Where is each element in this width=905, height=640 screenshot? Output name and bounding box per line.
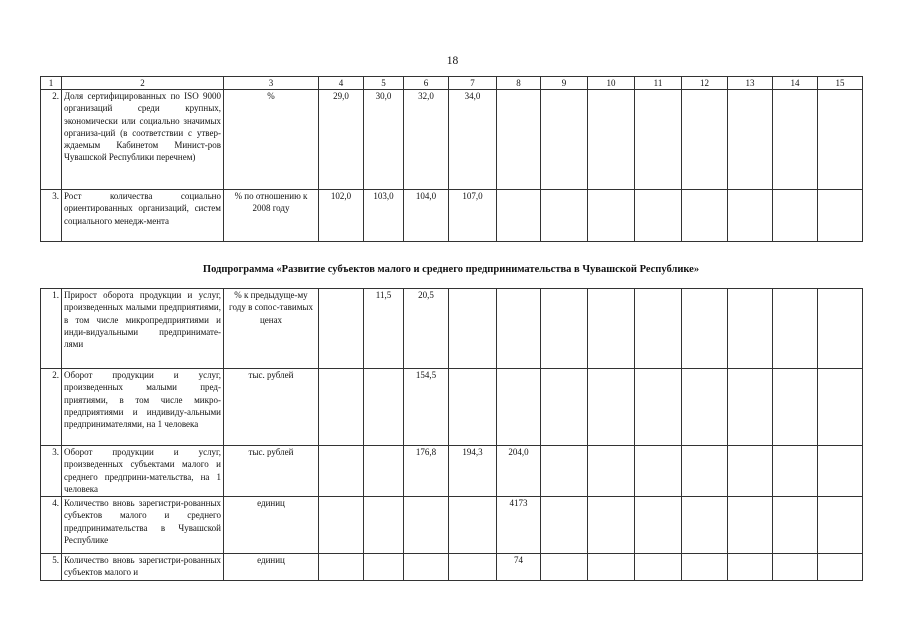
value-cell — [728, 369, 773, 446]
value-cell: 30,0 — [364, 90, 404, 190]
value-cell — [635, 90, 682, 190]
indicator-row — [41, 369, 863, 446]
value-cell — [541, 497, 588, 554]
value-cell: 74 — [497, 554, 541, 581]
value-cell — [728, 90, 773, 190]
value-cell — [773, 190, 818, 242]
subprogram-title: Подпрограмма «Развитие субъектов малого и среднего предпринимательства в Чувашской Республике» — [202, 264, 700, 275]
value-cell — [588, 289, 635, 369]
column-number-header: 6 — [404, 77, 449, 90]
column-number-header: 1 — [41, 77, 62, 90]
indicator-name: Прирост оборота продукции и услуг, произведенных малыми предприятиями, в том числе микропредприятиями и инди-видуальными предпринимате-лями — [62, 289, 224, 369]
value-cell — [728, 554, 773, 581]
value-cell — [497, 90, 541, 190]
indicator-name: Оборот продукции и услуг, произведенных субъектами малого и среднего предприни-мательства, на 1 человека — [62, 446, 224, 497]
value-cell — [449, 289, 497, 369]
value-cell — [818, 554, 863, 581]
value-cell — [588, 554, 635, 581]
indicator-name: Рост количества социально ориентированных организаций, систем социального менедж-мента — [62, 190, 224, 242]
indicator-row — [41, 554, 863, 581]
value-cell — [773, 289, 818, 369]
value-cell — [635, 554, 682, 581]
value-cell — [449, 554, 497, 581]
value-cell — [818, 190, 863, 242]
value-cell — [497, 190, 541, 242]
value-cell: 176,8 — [404, 446, 449, 497]
unit-of-measure: единиц — [224, 497, 319, 554]
value-cell — [364, 369, 404, 446]
column-number-header: 10 — [588, 77, 635, 90]
value-cell — [818, 369, 863, 446]
unit-of-measure: тыс. рублей — [224, 369, 319, 446]
value-cell — [588, 369, 635, 446]
column-number-header: 9 — [541, 77, 588, 90]
value-cell — [497, 369, 541, 446]
indicators-table-top — [40, 76, 863, 242]
unit-of-measure: тыс. рублей — [224, 446, 319, 497]
value-cell: 29,0 — [319, 90, 364, 190]
column-number-header: 7 — [449, 77, 497, 90]
column-number-header: 15 — [818, 77, 863, 90]
value-cell — [682, 289, 728, 369]
value-cell — [364, 497, 404, 554]
column-number-header: 2 — [62, 77, 224, 90]
value-cell — [773, 90, 818, 190]
value-cell — [364, 446, 404, 497]
value-cell — [541, 190, 588, 242]
value-cell — [497, 289, 541, 369]
unit-of-measure: единиц — [224, 554, 319, 581]
unit-of-measure: % — [224, 90, 319, 190]
row-number: 3. — [41, 446, 62, 497]
value-cell — [682, 497, 728, 554]
value-cell — [635, 369, 682, 446]
value-cell — [682, 554, 728, 581]
value-cell: 103,0 — [364, 190, 404, 242]
value-cell — [449, 497, 497, 554]
row-number: 4. — [41, 497, 62, 554]
value-cell: 32,0 — [404, 90, 449, 190]
indicator-row — [41, 497, 863, 554]
column-number-header: 14 — [773, 77, 818, 90]
value-cell: 20,5 — [404, 289, 449, 369]
value-cell — [818, 90, 863, 190]
value-cell — [728, 497, 773, 554]
value-cell — [773, 554, 818, 581]
value-cell — [818, 289, 863, 369]
value-cell — [818, 446, 863, 497]
value-cell — [588, 497, 635, 554]
value-cell — [319, 446, 364, 497]
indicators-table-subprogram — [40, 288, 863, 581]
indicator-row — [41, 190, 863, 242]
unit-of-measure: % по отношению к 2008 году — [224, 190, 319, 242]
value-cell — [635, 289, 682, 369]
value-cell — [588, 446, 635, 497]
row-number: 1. — [41, 289, 62, 369]
value-cell — [541, 90, 588, 190]
row-number: 5. — [41, 554, 62, 581]
value-cell: 154,5 — [404, 369, 449, 446]
value-cell — [773, 446, 818, 497]
value-cell — [541, 446, 588, 497]
value-cell: 204,0 — [497, 446, 541, 497]
column-number-header-row — [41, 77, 863, 90]
value-cell — [773, 369, 818, 446]
row-number: 2. — [41, 369, 62, 446]
value-cell: 194,3 — [449, 446, 497, 497]
value-cell — [728, 446, 773, 497]
value-cell — [541, 369, 588, 446]
value-cell: 4173 — [497, 497, 541, 554]
indicator-row — [41, 90, 863, 190]
value-cell — [319, 369, 364, 446]
value-cell — [404, 497, 449, 554]
value-cell — [728, 190, 773, 242]
indicator-name: Доля сертифицированных по ISO 9000 организаций среди крупных, экономически или социально значимых организа-ций (в соответствии с утвер-ждаемым Кабинетом Минист-ров Чувашской Республики перечнем) — [62, 90, 224, 190]
indicator-name: Количество вновь зарегистри-рованных субъектов малого и среднего предпринимательства в Чувашской Республике — [62, 497, 224, 554]
value-cell — [319, 497, 364, 554]
row-number: 2. — [41, 90, 62, 190]
row-number: 3. — [41, 190, 62, 242]
value-cell — [682, 446, 728, 497]
column-number-header: 5 — [364, 77, 404, 90]
value-cell — [635, 190, 682, 242]
value-cell — [364, 554, 404, 581]
value-cell — [682, 190, 728, 242]
value-cell — [728, 289, 773, 369]
column-number-header: 8 — [497, 77, 541, 90]
indicator-name: Оборот продукции и услуг, произведенных малыми пред-приятиями, в том числе микро-предприятиями и индивиду-альными предпринимателями, на 1 человека — [62, 369, 224, 446]
value-cell: 104,0 — [404, 190, 449, 242]
value-cell: 102,0 — [319, 190, 364, 242]
value-cell — [319, 554, 364, 581]
column-number-header: 3 — [224, 77, 319, 90]
value-cell — [635, 497, 682, 554]
value-cell: 11,5 — [364, 289, 404, 369]
value-cell: 34,0 — [449, 90, 497, 190]
unit-of-measure: % к предыдуще-му году в сопос-тавимых ценах — [224, 289, 319, 369]
column-number-header: 12 — [682, 77, 728, 90]
value-cell — [635, 446, 682, 497]
indicator-row — [41, 289, 863, 369]
value-cell — [818, 497, 863, 554]
value-cell — [541, 289, 588, 369]
value-cell — [404, 554, 449, 581]
value-cell: 107,0 — [449, 190, 497, 242]
indicator-name: Количество вновь зарегистри-рованных субъектов малого и — [62, 554, 224, 581]
value-cell — [588, 190, 635, 242]
value-cell — [449, 369, 497, 446]
value-cell — [682, 90, 728, 190]
indicator-row — [41, 446, 863, 497]
page-number: 18 — [446, 55, 459, 67]
column-number-header: 11 — [635, 77, 682, 90]
value-cell — [588, 90, 635, 190]
value-cell — [682, 369, 728, 446]
column-number-header: 13 — [728, 77, 773, 90]
value-cell — [773, 497, 818, 554]
value-cell — [319, 289, 364, 369]
column-number-header: 4 — [319, 77, 364, 90]
value-cell — [541, 554, 588, 581]
